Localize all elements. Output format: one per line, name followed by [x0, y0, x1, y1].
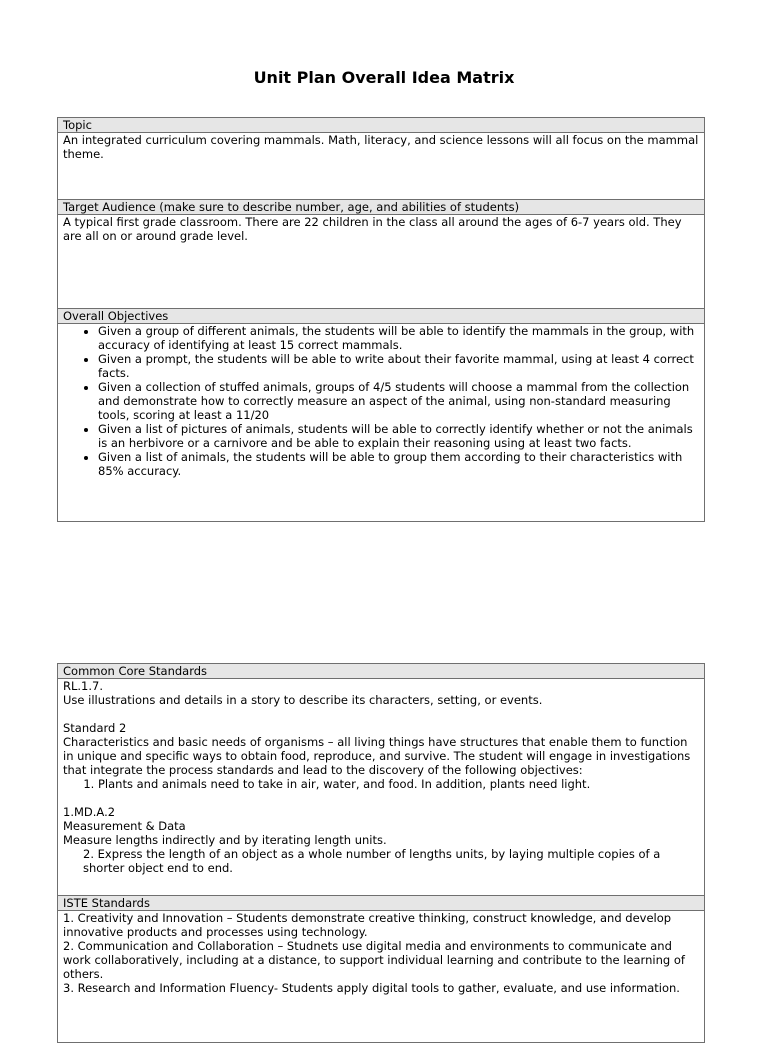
iste-item: 2. Communication and Collaboration – Studnets use digital media and environments to communicate and work collaboratively, including at a distance, to support individual learning and contribute to the learning of others.	[63, 939, 685, 981]
objective-item: • Given a group of different animals, the students will be able to identify the mammals in the group, with accuracy of identifying at least 15 correct mammals.	[98, 324, 699, 352]
iste-cell	[58, 911, 704, 995]
audience-cell	[58, 215, 704, 309]
objective-item: • Given a list of animals, the students will be able to group them according to their characteristics with 85% accuracy.	[98, 450, 699, 478]
iste-header: ISTE Standards	[58, 896, 704, 911]
page-title: Unit Plan Overall Idea Matrix	[253, 68, 515, 87]
topic-header: Topic	[58, 118, 704, 133]
common-core-header: Common Core Standards	[58, 664, 704, 679]
standards-table	[57, 663, 705, 1043]
topic-text: An integrated curriculum covering mammals. Math, literacy, and science lessons will all focus on the mammal theme.	[63, 133, 699, 161]
iste-item: 1. Creativity and Innovation – Students demonstrate creative thinking, construct knowledge, and develop innovative products and processes using technology.	[63, 911, 672, 939]
rl-text: Use illustrations and details in a story to describe its characters, setting, or events.	[63, 693, 543, 707]
iste-item: 3. Research and Information Fluency- Students apply digital tools to gather, evaluate, and use information.	[63, 981, 680, 995]
objectives-header: Overall Objectives	[58, 309, 704, 324]
audience-text: A typical first grade classroom. There are 22 children in the class all around the ages of 6-7 years old. They are all on or around grade level.	[63, 215, 682, 243]
standard-2-list	[63, 777, 699, 791]
objective-item: • Given a list of pictures of animals, students will be able to correctly identify whether or not the animals is an herbivore or a carnivore and be able to explain their reasoning using at least two facts.	[98, 422, 699, 450]
md-code: 1.MD.A.2	[63, 805, 116, 819]
standard-2-item: 1. Plants and animals need to take in air, water, and food. In addition, plants need light.	[98, 777, 699, 791]
md-item: 2. Express the length of an object as a whole number of lengths units, by laying multiple copies of a shorter object end to end.	[83, 847, 661, 875]
objective-item: • Given a collection of stuffed animals, groups of 4/5 students will choose a mammal from the collection and demonstrate how to correctly measure an aspect of the animal, using non-standard measuring tools, scoring at least a 11/20	[98, 380, 699, 422]
rl-code: RL.1.7.	[63, 679, 103, 693]
objectives-list	[63, 324, 699, 478]
md-cluster: Measure lengths indirectly and by iterating length units.	[63, 833, 387, 847]
standard-2-title: Standard 2	[63, 721, 127, 735]
objective-item: • Given a prompt, the students will be able to write about their favorite mammal, using at least 4 correct facts.	[98, 352, 699, 380]
objectives-cell	[58, 324, 704, 521]
audience-header: Target Audience (make sure to describe number, age, and abilities of students)	[58, 200, 704, 215]
topic-cell	[58, 133, 704, 200]
standard-2-text: Characteristics and basic needs of organisms – all living things have structures that enable them to function in unique and specific ways to obtain food, reproduce, and survive. The student will engage in investigations that integrate the process standards and lead to the discovery of the following objectives:	[63, 735, 691, 777]
common-core-cell	[58, 679, 704, 896]
md-domain: Measurement & Data	[63, 819, 186, 833]
idea-matrix-table	[57, 117, 705, 522]
